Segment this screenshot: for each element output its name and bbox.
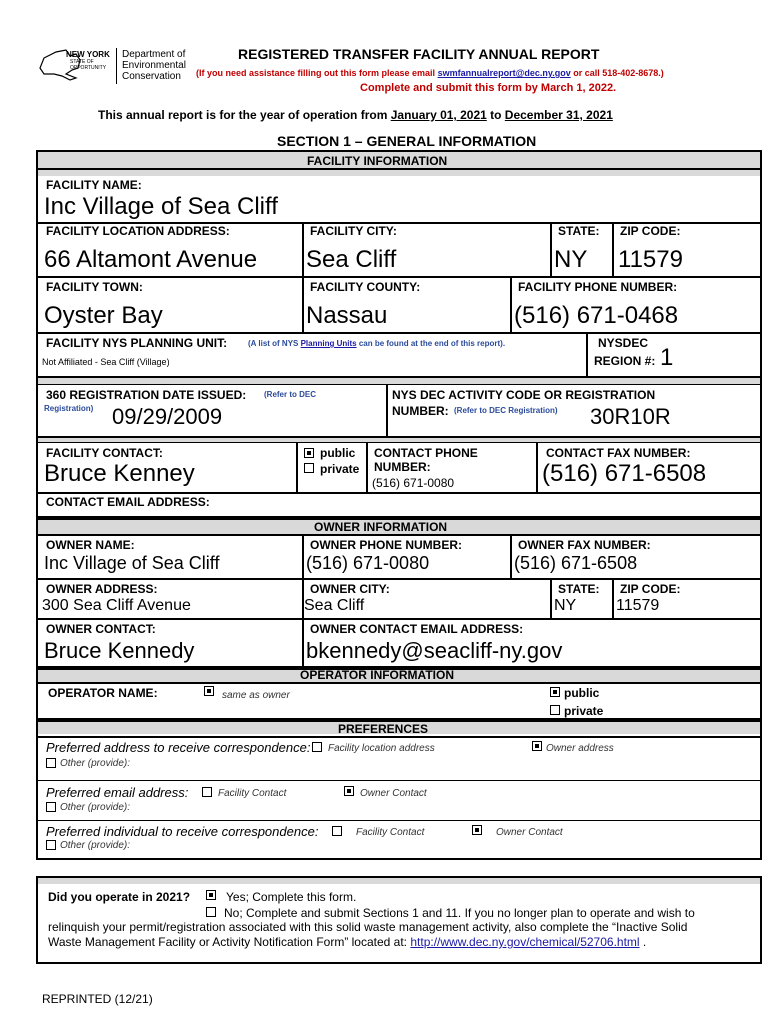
owner-zip-value[interactable]: 11579 bbox=[616, 597, 660, 614]
same-as-owner-checkbox[interactable] bbox=[204, 686, 214, 696]
logo-state-text: NEW YORK bbox=[66, 50, 110, 59]
facility-zip-value[interactable]: 11579 bbox=[618, 246, 683, 273]
pref-email-owner-label: Owner Contact bbox=[360, 788, 427, 799]
pref-email-facility-label: Facility Contact bbox=[218, 788, 287, 799]
pref-individual-other-label: Other (provide): bbox=[60, 840, 131, 851]
contact-phone-value[interactable]: (516) 671-0080 bbox=[372, 476, 455, 490]
facility-name-value[interactable]: Inc Village of Sea Cliff bbox=[44, 193, 278, 220]
contact-fax-value[interactable]: (516) 671-6508 bbox=[542, 460, 707, 487]
deadline-note: Complete and submit this form by March 1, 2022. bbox=[360, 82, 617, 94]
planning-units-link[interactable]: Planning Units bbox=[300, 339, 357, 348]
facility-address-label: FACILITY LOCATION ADDRESS: bbox=[46, 224, 230, 238]
facility-county-label: FACILITY COUNTY: bbox=[310, 280, 421, 294]
planning-unit-note: (A list of NYS Planning Units can be found at the end of this report). bbox=[248, 339, 506, 348]
owner-city-value[interactable]: Sea Cliff bbox=[304, 597, 365, 614]
owner-contact-value[interactable]: Bruce Kennedy bbox=[44, 638, 195, 663]
operate-yes-checkbox[interactable] bbox=[206, 890, 216, 900]
facility-contact-label: FACILITY CONTACT: bbox=[46, 446, 163, 460]
operate-no-line-3: Waste Management Facility or Activity Notification Form” located at: http://www.dec.ny.gov/chemical/52706.html . bbox=[48, 935, 647, 949]
region-value[interactable]: 1 bbox=[660, 344, 674, 371]
operate-no-line-1: No; Complete and submit Sections 1 and 11. If you no longer plan to operate and wish to bbox=[224, 906, 695, 920]
pref-individual-other-checkbox[interactable] bbox=[46, 840, 56, 850]
facility-town-value[interactable]: Oyster Bay bbox=[44, 302, 163, 329]
assistance-note: (If you need assistance filling out this form please email swmfannualreport@dec.ny.gov or call 518-402-8678.) bbox=[196, 68, 664, 78]
owner-fax-value[interactable]: (516) 671-6508 bbox=[514, 553, 638, 573]
planning-unit-label: FACILITY NYS PLANNING UNIT: bbox=[46, 336, 228, 350]
facility-county-value[interactable]: Nassau bbox=[306, 302, 388, 329]
preferences-heading: PREFERENCES bbox=[338, 722, 429, 736]
pref-email-other-label: Other (provide): bbox=[60, 802, 131, 813]
planning-unit-value[interactable]: Not Affiliated - Sea Cliff (Village) bbox=[42, 357, 170, 367]
pref-address-owner-label: Owner address bbox=[546, 743, 614, 754]
facility-phone-value[interactable]: (516) 671-0468 bbox=[514, 302, 679, 329]
operator-private-checkbox[interactable] bbox=[550, 705, 560, 715]
activity-code-label-2: NUMBER: bbox=[392, 404, 449, 418]
assistance-email-link[interactable]: swmfannualreport@dec.ny.gov bbox=[437, 68, 571, 78]
facility-zip-label: ZIP CODE: bbox=[620, 224, 681, 238]
contact-public-label: public bbox=[320, 446, 356, 460]
owner-address-label: OWNER ADDRESS: bbox=[46, 582, 158, 596]
owner-address-value[interactable]: 300 Sea Cliff Avenue bbox=[42, 597, 191, 614]
pref-individual-facility-checkbox[interactable] bbox=[332, 826, 342, 836]
operate-no-checkbox[interactable] bbox=[206, 907, 216, 917]
owner-state-value[interactable]: NY bbox=[554, 597, 577, 614]
owner-fax-label: OWNER FAX NUMBER: bbox=[518, 538, 651, 552]
reg-date-value[interactable]: 09/29/2009 bbox=[112, 404, 223, 429]
logo-sub2: OPPORTUNITY bbox=[70, 65, 107, 71]
pref-address-facility-label: Facility location address bbox=[328, 743, 435, 754]
activity-code-value[interactable]: 30R10R bbox=[590, 404, 671, 429]
pref-address-owner-checkbox[interactable] bbox=[532, 741, 542, 751]
facility-contact-value[interactable]: Bruce Kenney bbox=[44, 460, 195, 487]
facility-phone-label: FACILITY PHONE NUMBER: bbox=[518, 280, 678, 294]
owner-state-label: STATE: bbox=[558, 582, 600, 596]
facility-name-label: FACILITY NAME: bbox=[46, 178, 142, 192]
facility-city-value[interactable]: Sea Cliff bbox=[306, 246, 397, 273]
owner-info-heading: OWNER INFORMATION bbox=[314, 520, 448, 534]
operate-question: Did you operate in 2021? bbox=[48, 890, 191, 904]
contact-fax-label: CONTACT FAX NUMBER: bbox=[546, 446, 691, 460]
region-label-1: NYSDEC bbox=[598, 336, 649, 350]
section1-title: SECTION 1 – GENERAL INFORMATION bbox=[277, 133, 537, 149]
pref-address-question: Preferred address to receive correspondence: bbox=[46, 740, 311, 755]
operator-public-label: public bbox=[564, 686, 600, 700]
contact-email-label: CONTACT EMAIL ADDRESS: bbox=[46, 495, 210, 509]
reg-date-note-2: Registration) bbox=[44, 404, 94, 413]
pref-individual-facility-label: Facility Contact bbox=[356, 827, 425, 838]
pref-address-facility-checkbox[interactable] bbox=[312, 742, 322, 752]
owner-phone-label: OWNER PHONE NUMBER: bbox=[310, 538, 462, 552]
operate-yes-label: Yes; Complete this form. bbox=[226, 890, 357, 904]
pref-email-owner-checkbox[interactable] bbox=[344, 786, 354, 796]
reporting-period: This annual report is for the year of operation from January 01, 2021 to December 31, 2021 bbox=[98, 108, 613, 122]
region-label-2: REGION #: bbox=[594, 354, 656, 368]
operator-info-heading: OPERATOR INFORMATION bbox=[300, 668, 454, 682]
facility-state-label: STATE: bbox=[558, 224, 600, 238]
contact-private-checkbox[interactable] bbox=[304, 463, 314, 473]
reg-date-label: 360 REGISTRATION DATE ISSUED: bbox=[46, 388, 247, 402]
owner-phone-value[interactable]: (516) 671-0080 bbox=[306, 553, 430, 573]
owner-email-label: OWNER CONTACT EMAIL ADDRESS: bbox=[310, 622, 524, 636]
operate-no-line-2: relinquish your permit/registration associated with this solid waste management activity, also complete the “Inactive Solid bbox=[48, 920, 688, 934]
report-title: REGISTERED TRANSFER FACILITY ANNUAL REPORT bbox=[238, 46, 600, 62]
facility-state-value[interactable]: NY bbox=[554, 246, 588, 273]
activity-code-note: (Refer to DEC Registration) bbox=[454, 406, 558, 415]
pref-individual-owner-label: Owner Contact bbox=[496, 827, 563, 838]
owner-email-value[interactable]: bkennedy@seacliff-ny.gov bbox=[306, 638, 563, 663]
pref-address-other-label: Other (provide): bbox=[60, 758, 131, 769]
pref-email-facility-checkbox[interactable] bbox=[202, 787, 212, 797]
owner-zip-label: ZIP CODE: bbox=[620, 582, 681, 596]
facility-address-value[interactable]: 66 Altamont Avenue bbox=[44, 246, 258, 273]
dept-name: Department of Environmental Conservation bbox=[122, 49, 186, 82]
contact-phone-label-2: NUMBER: bbox=[374, 460, 431, 474]
owner-name-label: OWNER NAME: bbox=[46, 538, 135, 552]
pref-individual-owner-checkbox[interactable] bbox=[472, 825, 482, 835]
nys-logo bbox=[36, 46, 196, 86]
activity-code-label-1: NYS DEC ACTIVITY CODE OR REGISTRATION bbox=[392, 388, 656, 402]
owner-city-label: OWNER CITY: bbox=[310, 582, 390, 596]
reprint-footer: REPRINTED (12/21) bbox=[42, 992, 153, 1006]
inactive-form-link[interactable]: http://www.dec.ny.gov/chemical/52706.html bbox=[410, 935, 640, 949]
contact-phone-label-1: CONTACT PHONE bbox=[374, 446, 478, 460]
pref-individual-question: Preferred individual to receive correspondence: bbox=[46, 824, 319, 839]
operator-name-label: OPERATOR NAME: bbox=[48, 686, 158, 700]
facility-town-label: FACILITY TOWN: bbox=[46, 280, 143, 294]
pref-email-question: Preferred email address: bbox=[46, 785, 189, 800]
pref-address-other-checkbox[interactable] bbox=[46, 758, 56, 768]
owner-name-value[interactable]: Inc Village of Sea Cliff bbox=[44, 553, 220, 573]
logo-sub1: STATE OF bbox=[70, 59, 94, 65]
facility-city-label: FACILITY CITY: bbox=[310, 224, 397, 238]
operator-private-label: private bbox=[564, 704, 604, 718]
owner-contact-label: OWNER CONTACT: bbox=[46, 622, 156, 636]
operator-public-checkbox[interactable] bbox=[550, 687, 560, 697]
same-as-owner-label: same as owner bbox=[222, 690, 290, 701]
reg-date-note-1: (Refer to DEC bbox=[264, 390, 317, 399]
contact-public-checkbox[interactable] bbox=[304, 448, 314, 458]
contact-private-label: private bbox=[320, 462, 360, 476]
pref-email-other-checkbox[interactable] bbox=[46, 802, 56, 812]
facility-info-heading: FACILITY INFORMATION bbox=[307, 154, 448, 168]
